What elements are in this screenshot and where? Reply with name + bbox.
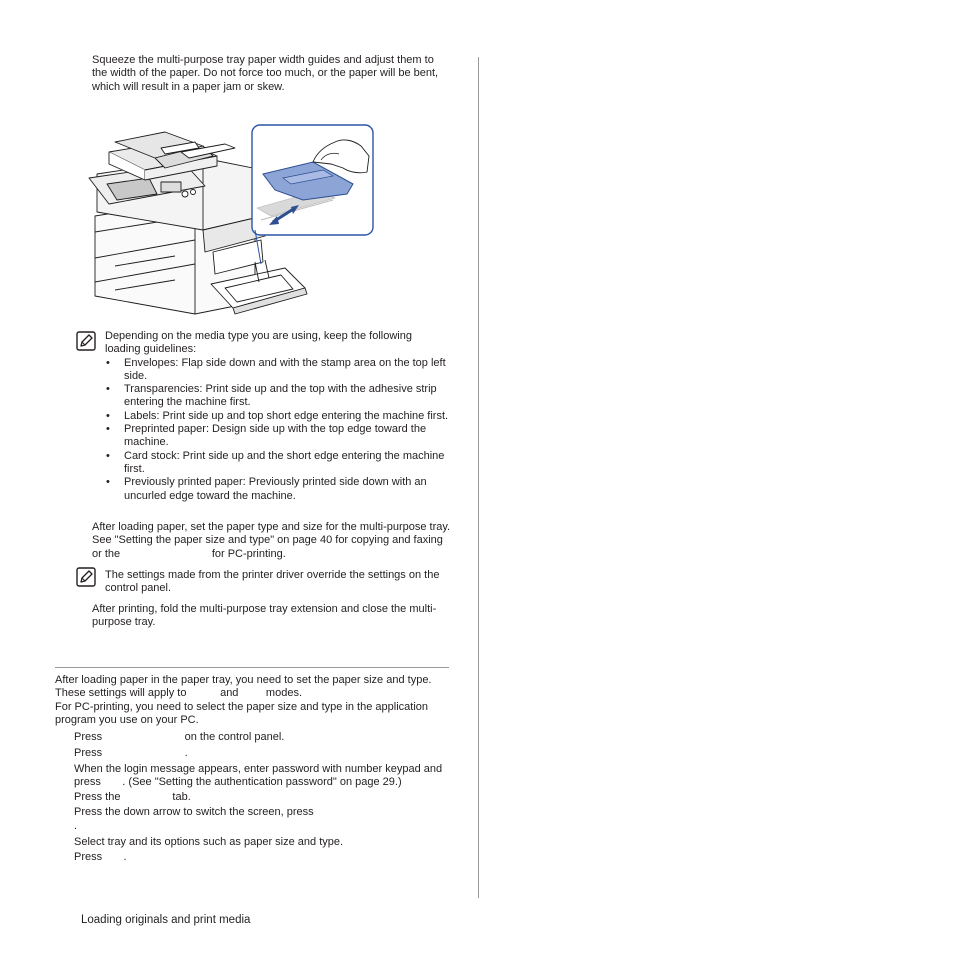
list-item: • Card stock: Print side up and the short edge entering the machine first. [105,450,450,477]
note-driver-override: The settings made from the printer driver override the settings on the control panel. [105,569,440,595]
list-item: • Preprinted paper: Design side up with the top edge toward the machine. [105,423,450,450]
column-divider [478,57,479,898]
list-item: • Previously printed paper: Previously printed side down with an uncurled edge toward the machine. [105,476,450,503]
after-printing-paragraph: After printing, fold the multi-purpose tray extension and close the multi-purpose tray. [92,603,437,629]
paper-size-section [55,674,450,727]
step-item: Press the tab. [74,790,191,803]
note-guidelines-intro: Depending on the media type you are using, keep the following loading guidelines: [105,330,412,356]
list-item: • Envelopes: Flap side down and with the stamp area on the top left side. [105,357,450,384]
step-item: Press . [74,746,188,759]
list-item: • Labels: Print side up and top short edge entering the machine first. [105,410,450,423]
step-item: Select tray and its options such as paper size and type. [74,835,344,848]
section-divider [55,667,449,668]
page-footer: Loading originals and print media [81,914,251,926]
step-item: Press on the control panel. [74,731,285,743]
steps-list [74,731,455,865]
step-item: When the login message appears, enter password with number keypad and press . (See "Setting the authentication password" on page 29.) [74,762,446,788]
intro-paragraph: Squeeze the multi-purpose tray paper width guides and adjust them to the width of the paper. Do not force too much, or the paper will be bent, which will result in a paper jam or skew. [92,54,439,93]
after-loading-paragraph: After loading paper, set the paper type and size for the multi-purpose tray. See "Setting the paper size and type" on page 40 for copying and faxing or the for PC-printing. [92,521,454,560]
step-item: Press the down arrow to switch the screen, press . [74,806,455,832]
guideline-list [105,357,450,503]
printer-multipurpose-tray-illustration [85,112,377,326]
note-pencil-icon [76,331,96,351]
section-pc-printing: For PC-printing, you need to select the paper size and type in the application program you use on your PC. [55,700,429,726]
list-item: • Transparencies: Print side up and the top with the adhesive strip entering the machine first. [105,383,450,410]
note-pencil-icon [76,567,96,587]
step-item: Press . [74,851,127,864]
note-guidelines [105,330,450,503]
section-intro: After loading paper in the paper tray, you need to set the paper size and type. These settings will apply to and modes. [55,674,435,700]
